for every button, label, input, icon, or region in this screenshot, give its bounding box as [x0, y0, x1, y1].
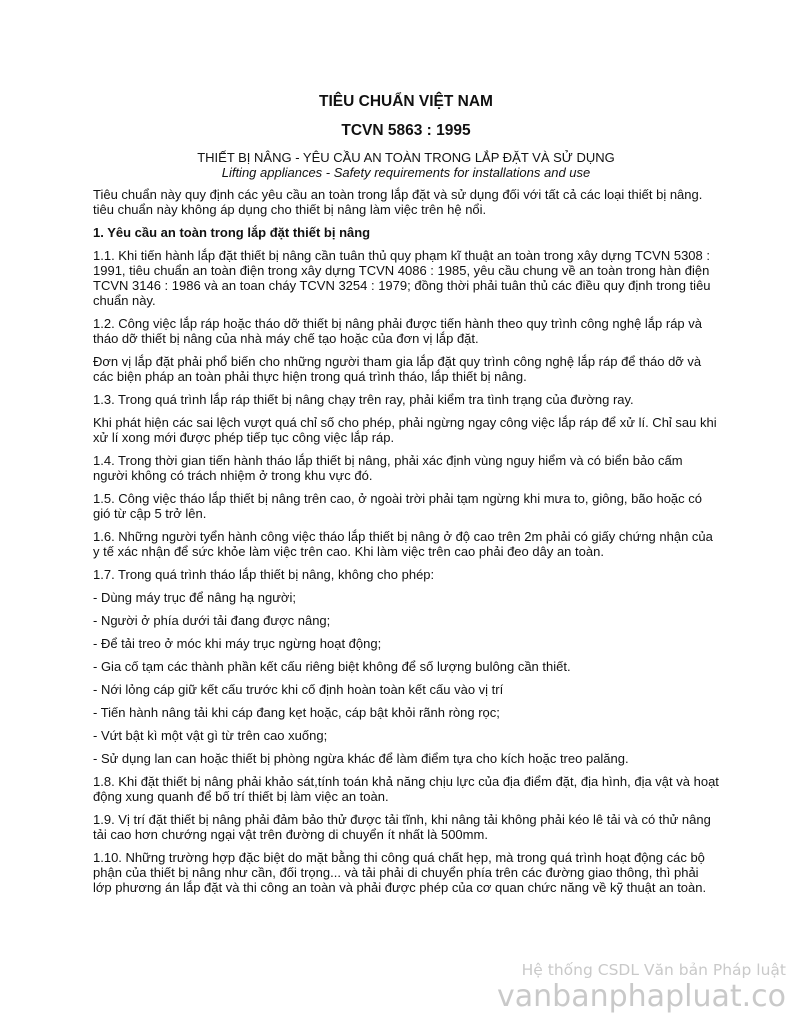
list-item: - Vứt bật kì một vật gì từ trên cao xuống; [93, 728, 328, 743]
paragraph: 1.7. Trong quá trình tháo lắp thiết bị nâng, không cho phép: [93, 567, 435, 582]
paragraph: 1.3. Trong quá trình lắp ráp thiết bị nâng chạy trên ray, phải kiểm tra tình trạng của đường ray. [93, 392, 634, 407]
watermark-line2: vanbanphapluat.co [497, 979, 786, 1014]
intro-paragraph: Tiêu chuẩn này quy định các yêu cầu an toàn trong lắp đặt và sử dụng đối với tất cả các loại thiết bị nâng. tiêu chuẩn này không áp dụng cho thiết bị nâng làm việc trên hệ nổi. [93, 187, 703, 217]
list-item: - Sử dụng lan can hoặc thiết bị phòng ngừa khác để làm điểm tựa cho kích hoặc treo palăng. [93, 751, 629, 766]
paragraph: 1.4. Trong thời gian tiến hành tháo lắp thiết bị nâng, phải xác định vùng nguy hiểm và có biển bảo cấm người không có trách nhiệm ở trong khu vực đó. [93, 453, 683, 483]
watermark [497, 960, 786, 1014]
list-item: - Người ở phía dưới tải đang được nâng; [93, 613, 331, 628]
subtitle-english: Lifting appliances - Safety requirements for installations and use [221, 165, 591, 180]
document-body [93, 93, 719, 903]
paragraph: Khi phát hiện các sai lệch vượt quá chỉ số cho phép, phải ngừng ngay công việc lắp ráp để xử lí. Chỉ sau khi xử lí xong mới được phép tiếp tục công việc lắp ráp. [93, 415, 717, 445]
document-title: TIÊU CHUẨN VIỆT NAM [319, 93, 493, 110]
paragraph: 1.5. Công việc tháo lắp thiết bị nâng trên cao, ở ngoài trời phải tạm ngừng khi mưa to, giông, bão hoặc có gió từ cập 5 trở lên. [93, 491, 702, 521]
list-item: - Nới lỏng cáp giữ kết cấu trước khi cố định hoàn toàn kết cấu vào vị trí [93, 682, 504, 697]
list-item: - Để tải treo ở móc khi máy trục ngừng hoạt động; [93, 636, 382, 651]
paragraph: 1.8. Khi đặt thiết bị nâng phải khảo sát,tính toán khả năng chịu lực của địa điểm đặt, địa hình, địa vật và hoạt động xung quanh để bố trí thiết bị làm việc an toàn. [93, 774, 719, 804]
standard-code: TCVN 5863 : 1995 [341, 122, 471, 139]
list-item: - Gia cố tạm các thành phần kết cấu riêng biệt không để số lượng bulông cần thiết. [93, 659, 571, 674]
paragraph: 1.1. Khi tiến hành lắp đặt thiết bị nâng cần tuân thủ quy phạm kĩ thuật an toàn trong xây dựng TCVN 5308 : 1991, tiêu chuẩn an toàn điện trong xây dựng TCVN 4086 : 1985, yêu cầu chung về an toàn trong hàn điện TCVN 3146 : 1986 và an toan cháy TCVN 3254 : 1979; đồng thời phải tuân thủ các điều quy định trong tiêu chuẩn này. [93, 248, 711, 308]
paragraph: Đơn vị lắp đặt phải phổ biến cho những người tham gia lắp đặt quy trình công nghệ lắp ráp để tháo dỡ và các biện pháp an toàn phải thực hiện trong quá trình tháo, lắp thiết bị nâng. [93, 354, 702, 384]
paragraph: 1.10. Những trường hợp đặc biệt do mặt bằng thi công quá chất hẹp, mà trong quá trình hoạt động các bộ phận của thiết bị nâng như cần, đối trọng... và tải phải di chuyển phía trên các đường giao thông, thì phải lớp phương án lắp đặt và thi công an toàn và phải được phép của cơ quan chức năng về kỹ thuật an toàn. [93, 850, 707, 895]
watermark-line1: Hệ thống CSDL Văn bản Pháp luật [521, 961, 786, 979]
paragraph: 1.6. Những người tyển hành công việc tháo lắp thiết bị nâng ở độ cao trên 2m phải có giấy chứng nhận của y tế xác nhận để sức khỏe làm việc trên cao. Khi làm việc trên cao phải đeo dây an toàn. [93, 529, 713, 559]
subtitle-vietnamese: THIẾT BỊ NÂNG - YÊU CẦU AN TOÀN TRONG LẮP ĐẶT VÀ SỬ DỤNG [197, 150, 615, 165]
section-heading: 1. Yêu cầu an toàn trong lắp đặt thiết bị nâng [93, 225, 371, 240]
list-item: - Dùng máy trục để nâng hạ người; [93, 590, 296, 605]
paragraph: 1.9. Vị trí đặt thiết bị nâng phải đảm bảo thử được tải tĩnh, khi nâng tải không phải kéo lê tải và có thử nâng tải cao hơn chướng ngại vật trên đường di chuyển ít nhất là 500mm. [93, 812, 711, 842]
list-item: - Tiến hành nâng tải khi cáp đang kẹt hoặc, cáp bật khỏi rãnh ròng rọc; [93, 705, 500, 720]
paragraph: 1.2. Công việc lắp ráp hoặc tháo dỡ thiết bị nâng phải được tiến hành theo quy trình công nghệ lắp ráp và tháo dỡ thiết bị nâng của nhà máy chế tạo hoặc của đơn vị lắp đặt. [93, 316, 703, 346]
